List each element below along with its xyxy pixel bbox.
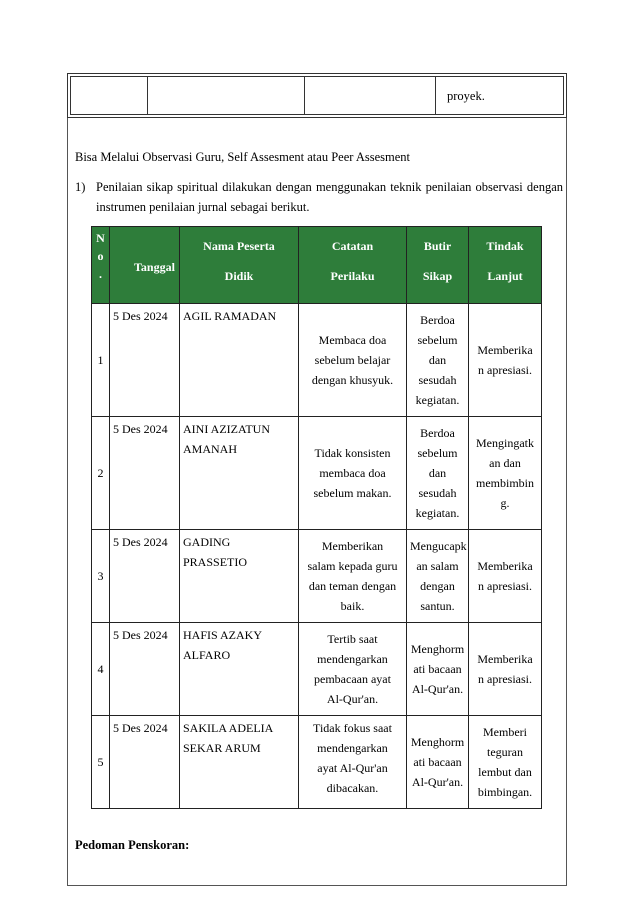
- butir-line: Menghorm: [410, 642, 465, 656]
- cell-tindak: [469, 417, 542, 530]
- tindak-line: n apresiasi.: [478, 579, 532, 593]
- header-butir-line: Sikap: [422, 269, 453, 283]
- intro-paragraph: Bisa Melalui Observasi Guru, Self Assesment atau Peer Assesment: [75, 150, 411, 164]
- tindak-line: bimbingan.: [477, 785, 533, 799]
- cell-butir: [407, 417, 469, 530]
- header-no: [92, 227, 110, 304]
- table-row: [92, 623, 542, 716]
- tindak-line: Memberika: [477, 559, 533, 573]
- cell-tindak: [469, 623, 542, 716]
- column-divider: [147, 77, 148, 114]
- catatan-line: baik.: [340, 599, 365, 613]
- list-number: 1): [75, 180, 86, 194]
- header-catatan-line: Catatan: [331, 239, 374, 253]
- butir-line: an salam: [416, 559, 459, 573]
- cell-nama: [180, 530, 299, 623]
- cell-tindak: [469, 530, 542, 623]
- butir-line: ati bacaan: [413, 662, 462, 676]
- cell-tanggal: 5 Des 2024: [110, 417, 180, 530]
- nama-line: GADING PRASSETIO: [183, 535, 248, 569]
- catatan-line: salam kepada guru: [307, 559, 398, 573]
- cell-tindak: [469, 304, 542, 417]
- catatan-line: Tertib saat: [327, 632, 378, 646]
- cell-no: 4: [92, 623, 110, 716]
- nama-line: SAKILA ADELIA: [183, 721, 274, 735]
- journal-table: [91, 226, 542, 809]
- cell-butir: [407, 304, 469, 417]
- cell-no: 5: [92, 716, 110, 809]
- tindak-line: Memberika: [477, 343, 533, 357]
- header-nama-line: Nama Peserta: [203, 239, 275, 253]
- catatan-line: dan teman dengan: [308, 579, 397, 593]
- catatan-line: dibacakan.: [326, 781, 379, 795]
- pedoman-heading: Pedoman Penskoran:: [75, 838, 190, 852]
- butir-line: sebelum: [417, 446, 458, 460]
- cell-catatan: [299, 530, 407, 623]
- butir-line: Berdoa: [420, 313, 455, 327]
- cell-catatan: [299, 716, 407, 809]
- cell-nama: [180, 716, 299, 809]
- cell-tanggal: 5 Des 2024: [110, 530, 180, 623]
- cell-nama: [180, 304, 299, 417]
- cell-tanggal: 5 Des 2024: [110, 304, 180, 417]
- butir-line: sebelum: [417, 333, 458, 347]
- nama-line: AGIL RAMADAN: [183, 309, 277, 323]
- butir-line: dengan: [420, 579, 455, 593]
- cell-catatan: [299, 304, 407, 417]
- table-row: [92, 304, 542, 417]
- catatan-line: pembacaan ayat: [314, 672, 391, 686]
- header-no-line: N: [96, 231, 105, 245]
- tindak-line: an dan: [489, 456, 521, 470]
- fragment-cell-text: proyek.: [447, 89, 485, 103]
- tindak-line: Mengingatk: [476, 436, 534, 450]
- column-divider: [304, 77, 305, 114]
- catatan-line: dengan khusyuk.: [311, 373, 394, 387]
- tindak-line: lembut dan: [478, 765, 532, 779]
- nama-line: HAFIS AZAKY: [183, 628, 263, 642]
- cell-nama: [180, 417, 299, 530]
- butir-line: Menghorm: [410, 735, 465, 749]
- list-item-line-1: Penilaian sikap spiritual dilakukan dengan menggunakan teknik penilaian observasi dengan: [96, 180, 563, 194]
- tindak-line: Memberika: [477, 652, 533, 666]
- cell-butir: [407, 530, 469, 623]
- header-tanggal: Tanggal: [110, 227, 180, 304]
- column-divider: [435, 77, 436, 114]
- nama-line: AMANAH: [183, 442, 237, 456]
- header-tindak: [469, 227, 542, 304]
- nama-line: AINI AZIZATUN: [183, 422, 270, 436]
- table-row: [92, 417, 542, 530]
- catatan-line: Memberikan: [321, 539, 384, 553]
- cell-no: 2: [92, 417, 110, 530]
- butir-line: ati bacaan: [413, 755, 462, 769]
- butir-line: Mengucapk: [410, 539, 467, 553]
- tindak-line: teguran: [487, 745, 523, 759]
- previous-table-fragment: [67, 73, 567, 118]
- cell-no: 1: [92, 304, 110, 417]
- cell-catatan: [299, 623, 407, 716]
- header-no-line: o: [97, 249, 104, 263]
- butir-line: Berdoa: [420, 426, 455, 440]
- cell-nama: [180, 623, 299, 716]
- cell-tanggal: 5 Des 2024: [110, 623, 180, 716]
- catatan-line: Al-Qur'an.: [326, 692, 379, 706]
- header-tindak-line: Lanjut: [487, 269, 523, 283]
- butir-line: santun.: [420, 599, 455, 613]
- tindak-line: g.: [500, 496, 510, 510]
- butir-line: sesudah: [418, 486, 457, 500]
- header-catatan-line: Perilaku: [330, 269, 375, 283]
- list-item-line-2: instrumen penilaian jurnal sebagai berikut.: [96, 200, 310, 214]
- cell-no: 3: [92, 530, 110, 623]
- cell-tindak: [469, 716, 542, 809]
- catatan-line: ayat Al-Qur'an: [317, 761, 388, 775]
- cell-tanggal: 5 Des 2024: [110, 716, 180, 809]
- butir-line: Al-Qur'an.: [411, 682, 464, 696]
- catatan-line: sebelum makan.: [313, 486, 392, 500]
- tindak-line: membimbin: [476, 476, 534, 490]
- butir-line: kegiatan.: [415, 393, 460, 407]
- tindak-line: n apresiasi.: [478, 672, 532, 686]
- butir-line: Al-Qur'an.: [411, 775, 464, 789]
- nama-line: ALFARO: [183, 648, 231, 662]
- header-catatan: [299, 227, 407, 304]
- header-tindak-line: Tindak: [486, 239, 524, 253]
- cell-butir: [407, 623, 469, 716]
- header-butir: [407, 227, 469, 304]
- header-nama: [180, 227, 299, 304]
- catatan-line: Membaca doa: [318, 333, 387, 347]
- table-row: [92, 530, 542, 623]
- tindak-line: Memberi: [483, 725, 527, 739]
- catatan-line: sebelum belajar: [314, 353, 391, 367]
- butir-line: kegiatan.: [415, 506, 460, 520]
- nama-line: SEKAR ARUM: [183, 741, 261, 755]
- catatan-line: Tidak konsisten: [314, 446, 391, 460]
- catatan-line: mendengarkan: [317, 652, 388, 666]
- butir-line: dan: [428, 466, 447, 480]
- header-nama-line: Didik: [224, 269, 254, 283]
- table-row: [92, 716, 542, 809]
- butir-line: sesudah: [418, 373, 457, 387]
- catatan-line: Tidak fokus saat: [313, 721, 392, 735]
- table-header-row: [92, 227, 542, 304]
- tindak-line: n apresiasi.: [478, 363, 532, 377]
- cell-butir: [407, 716, 469, 809]
- header-butir-line: Butir: [423, 239, 452, 253]
- catatan-line: mendengarkan: [317, 741, 388, 755]
- table-inner-border: [70, 76, 564, 115]
- catatan-line: membaca doa: [319, 466, 386, 480]
- butir-line: dan: [428, 353, 447, 367]
- header-no-line: .: [99, 267, 102, 281]
- cell-catatan: [299, 417, 407, 530]
